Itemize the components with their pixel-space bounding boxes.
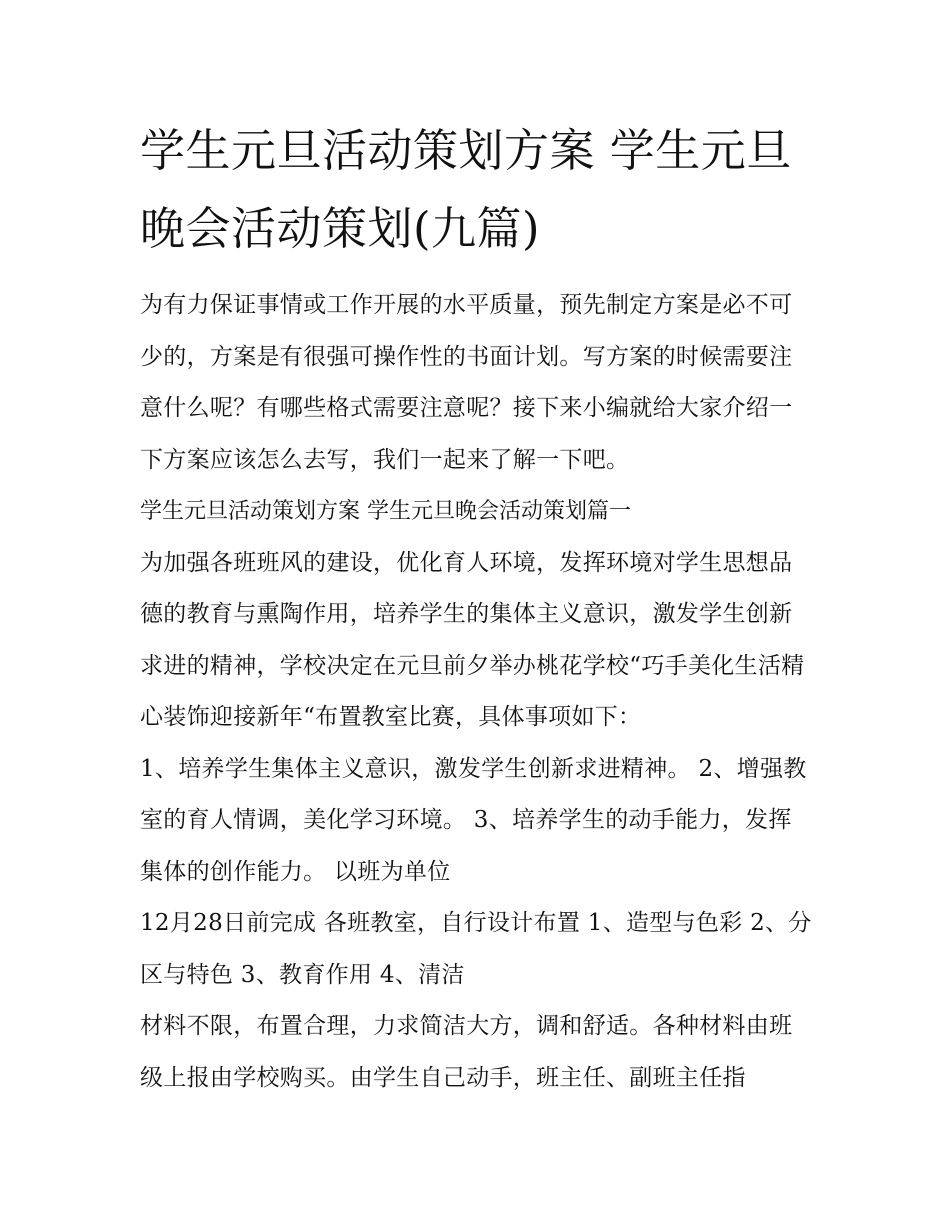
body-paragraph-2: 1、培养学生集体主义意识，激发学生创新求进精神。 2、增强教室的育人情调，美化学习环境。 3、培养学生的动手能力，发挥集体的创作能力。 以班为单位 — [140, 755, 807, 885]
body-paragraph-3: 12月28日前完成 各班教室，自行设计布置 1、造型与色彩 2、分区与特色 3、教育作用 4、清洁 — [140, 910, 812, 988]
intro-paragraph: 为有力保证事情或工作开展的水平质量，预先制定方案是必不可少的，方案是有很强可操作性的书面计划。写方案的时候需要注意什么呢？有哪些格式需要注意呢？接下来小编就给大家介绍一下方案应该怎么去写，我们一起来了解一下吧。 — [140, 292, 793, 473]
section-heading: 学生元旦活动策划方案 学生元旦晚会活动策划篇一 — [140, 499, 631, 524]
body-paragraph-4: 材料不限，布置合理，力求简洁大方，调和舒适。各种材料由班级上报由学校购买。由学生自己动手，班主任、副班主任指 — [140, 1013, 793, 1091]
body-paragraph-1: 为加强各班班风的建设，优化育人环境，发挥环境对学生思想品德的教育与熏陶作用，培养学生的集体主义意识，激发学生创新求进的精神，学校决定在元旦前夕举办桃花学校“巧手美化生活精心装饰迎接新年“布置教室比赛，具体事项如下： — [140, 549, 805, 730]
document-title: 学生元旦活动策划方案 学生元旦晚会活动策划(九篇) — [140, 124, 792, 255]
document-content — [140, 112, 812, 1104]
